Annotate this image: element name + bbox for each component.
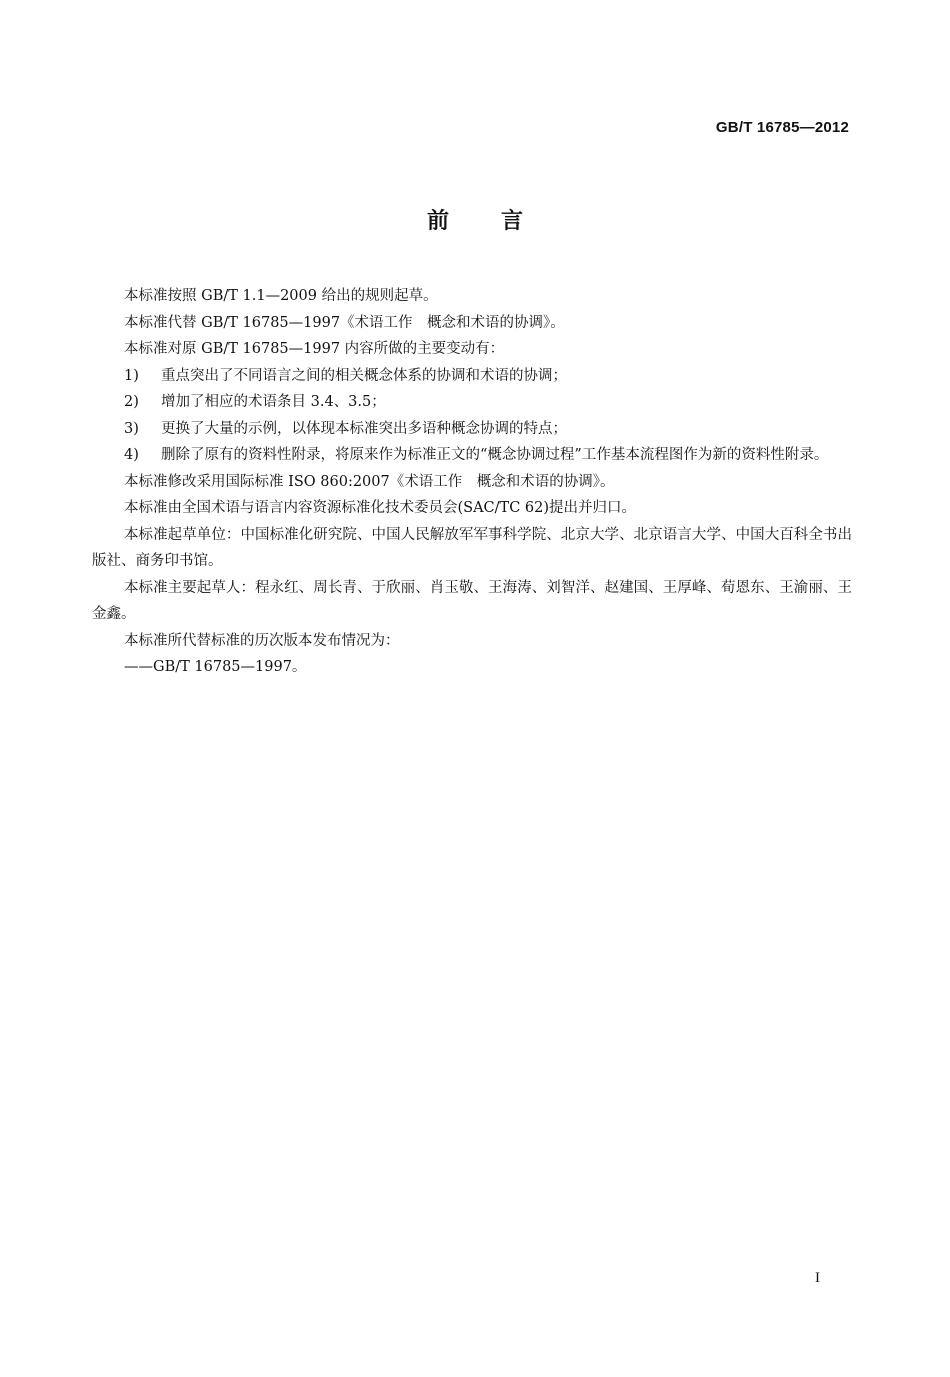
paragraph-drafting-rules: 本标准按照 GB/T 1.1—2009 给出的规则起草。	[124, 288, 438, 304]
paragraph-changes-intro: 本标准对原 GB/T 16785—1997 内容所做的主要变动有：	[124, 341, 505, 357]
list-item-number: 2)	[124, 394, 139, 410]
paragraph-iso-adoption: 本标准修改采用国际标准 ISO 860:2007《术语工作 概念和术语的协调》。	[124, 473, 615, 490]
paragraph-drafters: 本标准主要起草人：程永红、周长青、于欣丽、肖玉敬、王海涛、刘智洋、赵建国、王厚峰、荀恩东、王渝丽、王金鑫。	[92, 579, 852, 622]
paragraph-version-history: 本标准所代替标准的历次版本发布情况为：	[124, 632, 400, 649]
list-item-text: 删除了原有的资料性附录，将原来作为标准正文的“概念协调过程”工作基本流程图作为新的资料性附录。	[161, 447, 829, 463]
list-item	[92, 416, 852, 443]
list-item-text: 更换了大量的示例，以体现本标准突出多语种概念协调的特点；	[161, 420, 567, 437]
standard-code: GB/T 16785—2012	[715, 119, 849, 136]
paragraph-previous-version: ——GB/T 16785—1997。	[124, 659, 307, 675]
paragraph-drafting-units: 本标准起草单位：中国标准化研究院、中国人民解放军军事科学院、北京大学、北京语言大学、中国大百科全书出版社、商务印书馆。	[92, 526, 852, 569]
list-item	[92, 363, 852, 390]
list-item-text: 重点突出了不同语言之间的相关概念体系的协调和术语的协调；	[161, 367, 567, 384]
list-item-number: 1)	[124, 367, 139, 384]
paragraph-proposer: 本标准由全国术语与语言内容资源标准化技术委员会(SAC/TC 62)提出并归口。	[124, 500, 637, 516]
list-item-number: 3)	[124, 420, 139, 437]
paragraph-replaces: 本标准代替 GB/T 16785—1997《术语工作 概念和术语的协调》。	[124, 314, 565, 331]
page-title: 前言	[426, 209, 575, 234]
list-item-number: 4)	[124, 447, 139, 463]
foreword-body	[92, 283, 852, 681]
list-item	[92, 389, 852, 416]
list-item-text: 增加了相应的术语条目 3.4、3.5；	[161, 394, 386, 410]
list-item	[92, 442, 852, 469]
page-number: I	[815, 1270, 820, 1286]
